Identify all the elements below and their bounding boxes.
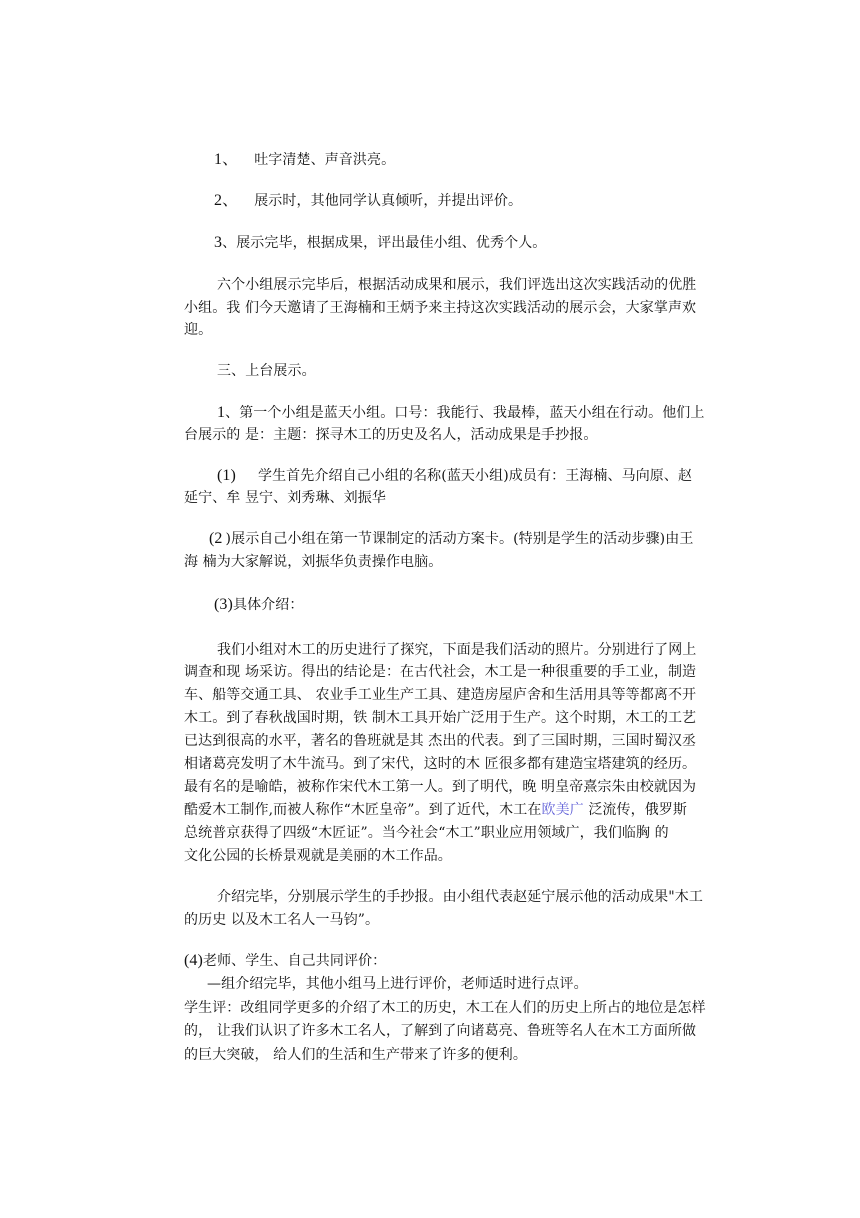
rule-3-number: 3 — [214, 234, 223, 251]
item2-number: (2 — [209, 530, 223, 547]
history-line-5: 已达到很高的水平，著名的鲁班就是其 杰出的代表。到了三国时期，三国时蜀汉丞 — [184, 733, 697, 749]
group1-line-2: 台展示的 是：主题：探寻木工的历史及名人，活动成果是手抄报。 — [184, 427, 598, 443]
rule-1-number: 1、 — [214, 151, 239, 168]
item4-number: (4) — [184, 952, 203, 969]
rule-2-number: 2、 — [214, 192, 239, 209]
intro-line-1: 六个小组展示完毕后，根据活动成果和展示，我们评选出这次实践活动的优胜 — [217, 277, 697, 293]
item1-number: (1) — [217, 467, 236, 484]
finish-line-2: 的历史 以及木工名人一马钧”。 — [184, 912, 380, 928]
finish-line-1: 介绍完毕，分别展示学生的手抄报。由小组代表赵延宁展示他的活动成果"木工 — [217, 889, 703, 905]
student-review-line-3: 的巨大突破， 给人们的生活和生产带来了许多的便利。 — [184, 1047, 527, 1063]
student-review-line-2: 的， 让我们认识了许多木工名人，了解到了向诸葛亮、鲁班等名人在木工方面所做 — [184, 1023, 697, 1039]
item3-line — [214, 595, 303, 615]
item3-number: (3) — [214, 596, 233, 613]
item2-line-1 — [209, 529, 693, 549]
rule-3-text: 、展示完毕，根据成果，评出最佳小组、优秀个人。 — [222, 235, 547, 251]
history-line-9: 总统普京获得了四级“木匠证”。当今社会“木工”职业应用领域广，我们临胸 的 — [184, 825, 669, 841]
item1-text-1: 学生首先介绍自己小组的名称(蓝天小组)成员有：王海楠、马向原、赵 — [257, 468, 693, 484]
student-review-line-1: 学生评：改组同学更多的介绍了木工的历史，木工在人们的历史上所占的地位是怎样 — [184, 1000, 706, 1016]
intro-line-3: 迎。 — [184, 322, 213, 338]
item2-text-1: )展示自己小组在第一节课制定的活动方案卡。(特别是学生的活动步骤)由王 — [225, 531, 694, 547]
rule-1 — [214, 150, 395, 170]
history-line-2: 调查和现 场采访。得出的结论是：在古代社会，木工是一种很重要的手工业，制造 — [184, 664, 697, 680]
history-line-6: 相诸葛亮发明了木牛流马。到了宋代，这时的木 匠很多都有建造宝塔建筑的经历。 — [184, 756, 697, 772]
item1-line-2: 延宁、牟 昱宁、刘秀琳、刘振华 — [184, 490, 386, 506]
item2-line-2: 海 楠为大家解说，刘振华负责操作电脑。 — [184, 554, 443, 570]
review-intro: —组介绍完毕，其他小组马上进行评价，老师适时进行点评。 — [207, 976, 588, 992]
history-line-4: 木工。到了春秋战国时期，铁 制木工具开始广泛用于生产。这个时期，木工的工艺 — [184, 710, 697, 726]
europe-america-link[interactable]: 欧美广 — [541, 802, 584, 818]
rule-1-text: 吐字清楚、声音洪亮。 — [254, 152, 396, 168]
rule-2 — [214, 191, 522, 211]
group1-line-1 — [217, 403, 705, 423]
history-line-3: 车、船等交通工具、 农业手工业生产工具、建造房屋庐舍和生活用具等等都离不开 — [184, 687, 697, 703]
history-line-8 — [184, 800, 687, 820]
history-line-10: 文化公园的长桥景观就是美丽的木工作品。 — [184, 848, 452, 864]
item4-line — [184, 951, 386, 971]
group1-text-1: 、第一个小组是蓝天小组。口号：我能行、我最棒，蓝天小组在行动。他们上 — [225, 405, 705, 421]
history-line-7: 最有名的是喻皓，被称作宋代木工第一人。到了明代，晚 明皇帝熹宗朱由校就因为 — [184, 779, 697, 795]
rule-3 — [214, 233, 546, 253]
history-line-1: 我们小组对木工的历史进行了探究，下面是我们活动的照片。分别进行了网上 — [217, 642, 697, 658]
group1-number: 1 — [217, 404, 226, 421]
history-line-8-tail: 泛流传，俄罗斯 — [583, 802, 688, 818]
item3-text: 具体介绍： — [232, 597, 304, 613]
rule-2-text: 展示时，其他同学认真倾听，并提出评价。 — [254, 193, 523, 209]
intro-line-2: 小组。我 们今天邀请了王海楠和王炳予来主持这次实践活动的展示会，大家掌声欢 — [184, 300, 697, 316]
item4-text: 老师、学生、自己共同评价： — [202, 953, 387, 969]
history-line-8-head: 酷爱木工制作,而被人称作“木匠皇帝”。到了近代，木工在 — [184, 802, 542, 818]
item1-line-1 — [217, 466, 692, 486]
section-heading: 三、上台展示。 — [217, 363, 316, 379]
